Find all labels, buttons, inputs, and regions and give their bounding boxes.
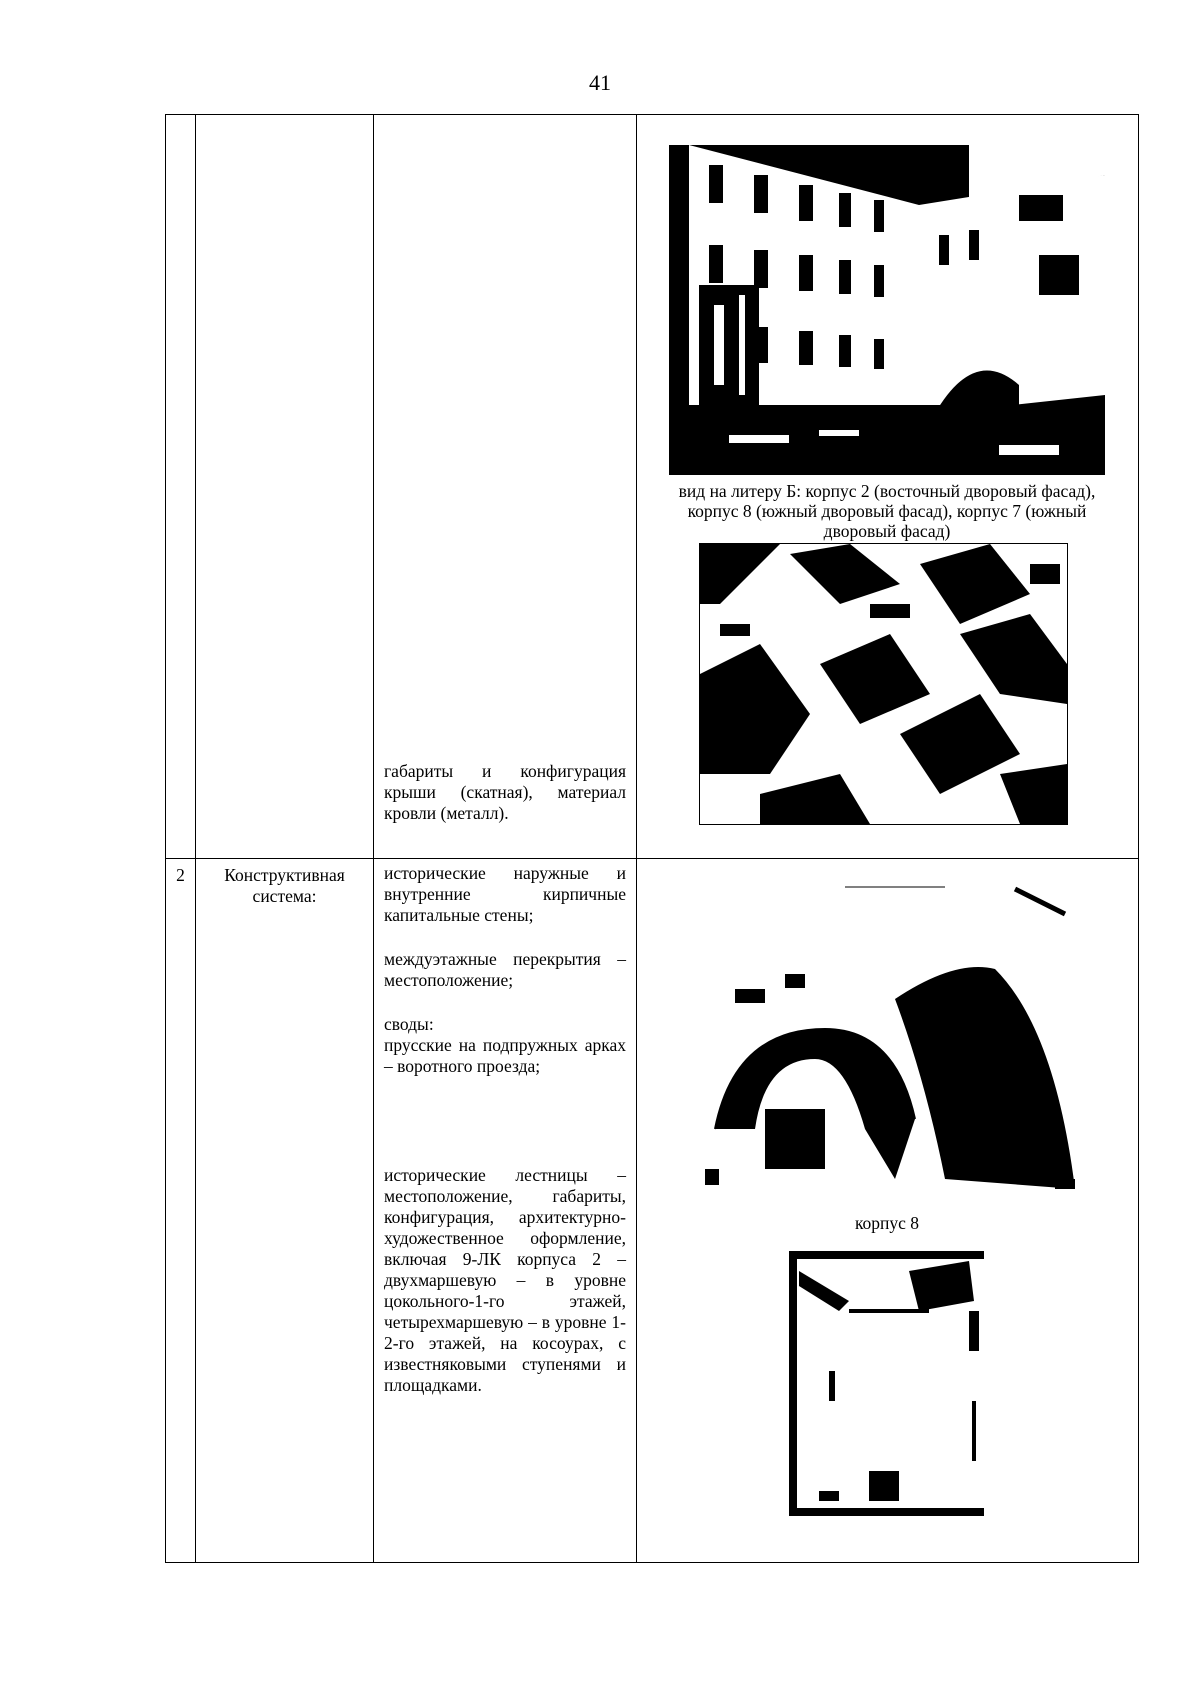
row-photo-cell: [637, 115, 1139, 859]
vaults-text: прусские на подпружных арках – воротного проезда;: [384, 1035, 626, 1076]
document-table: [165, 114, 1139, 1563]
roof-description: габариты и конфигурация крыши (скатная), материал кровли (металл).: [384, 761, 626, 823]
row-description-cell: [374, 115, 637, 859]
row-number-cell: 2: [166, 859, 196, 1563]
row-name-cell: [196, 115, 374, 859]
row-number-cell: [166, 115, 196, 859]
staircase-photo-icon: [789, 1251, 984, 1516]
courtyard-photo-caption: вид на литеру Б: корпус 2 (восточный дворовый фасад), корпус 8 (южный дворовый фасад), корпус 7 (южный дворовый фасад): [678, 481, 1096, 541]
vaults-title: своды:: [384, 1014, 434, 1034]
arched-gateway-photo-icon: [695, 879, 1095, 1199]
walls-description: исторические наружные и внутренние кирпичные капитальные стены;: [384, 863, 626, 925]
building-8-caption: корпус 8: [854, 1213, 920, 1233]
courtyard-facade-photo-icon: [669, 145, 1105, 475]
page-number: 41: [589, 70, 611, 95]
floors-description: междуэтажные перекрытия – местоположение;: [384, 949, 626, 990]
row-name-cell: Конструктивная система:: [196, 859, 374, 1563]
stairs-description: исторические лестницы – местоположение, габариты, конфигурация, архитектурно-художественное оформление, включая 9-ЛК корпуса 2 – двухмаршевую – в уровне цокольного-1-го этажей, четырехмаршевую – в уровне 1-2-го этажей, на косоурах, с известняковыми ступенями и площадками.: [384, 1165, 626, 1395]
table-row: [166, 115, 1139, 859]
row-photo-cell: [637, 859, 1139, 1563]
row-description-cell: [374, 859, 637, 1563]
table-row: [166, 859, 1139, 1563]
vaults-description: [384, 1014, 626, 1077]
aerial-roof-photo-icon: [699, 543, 1068, 825]
